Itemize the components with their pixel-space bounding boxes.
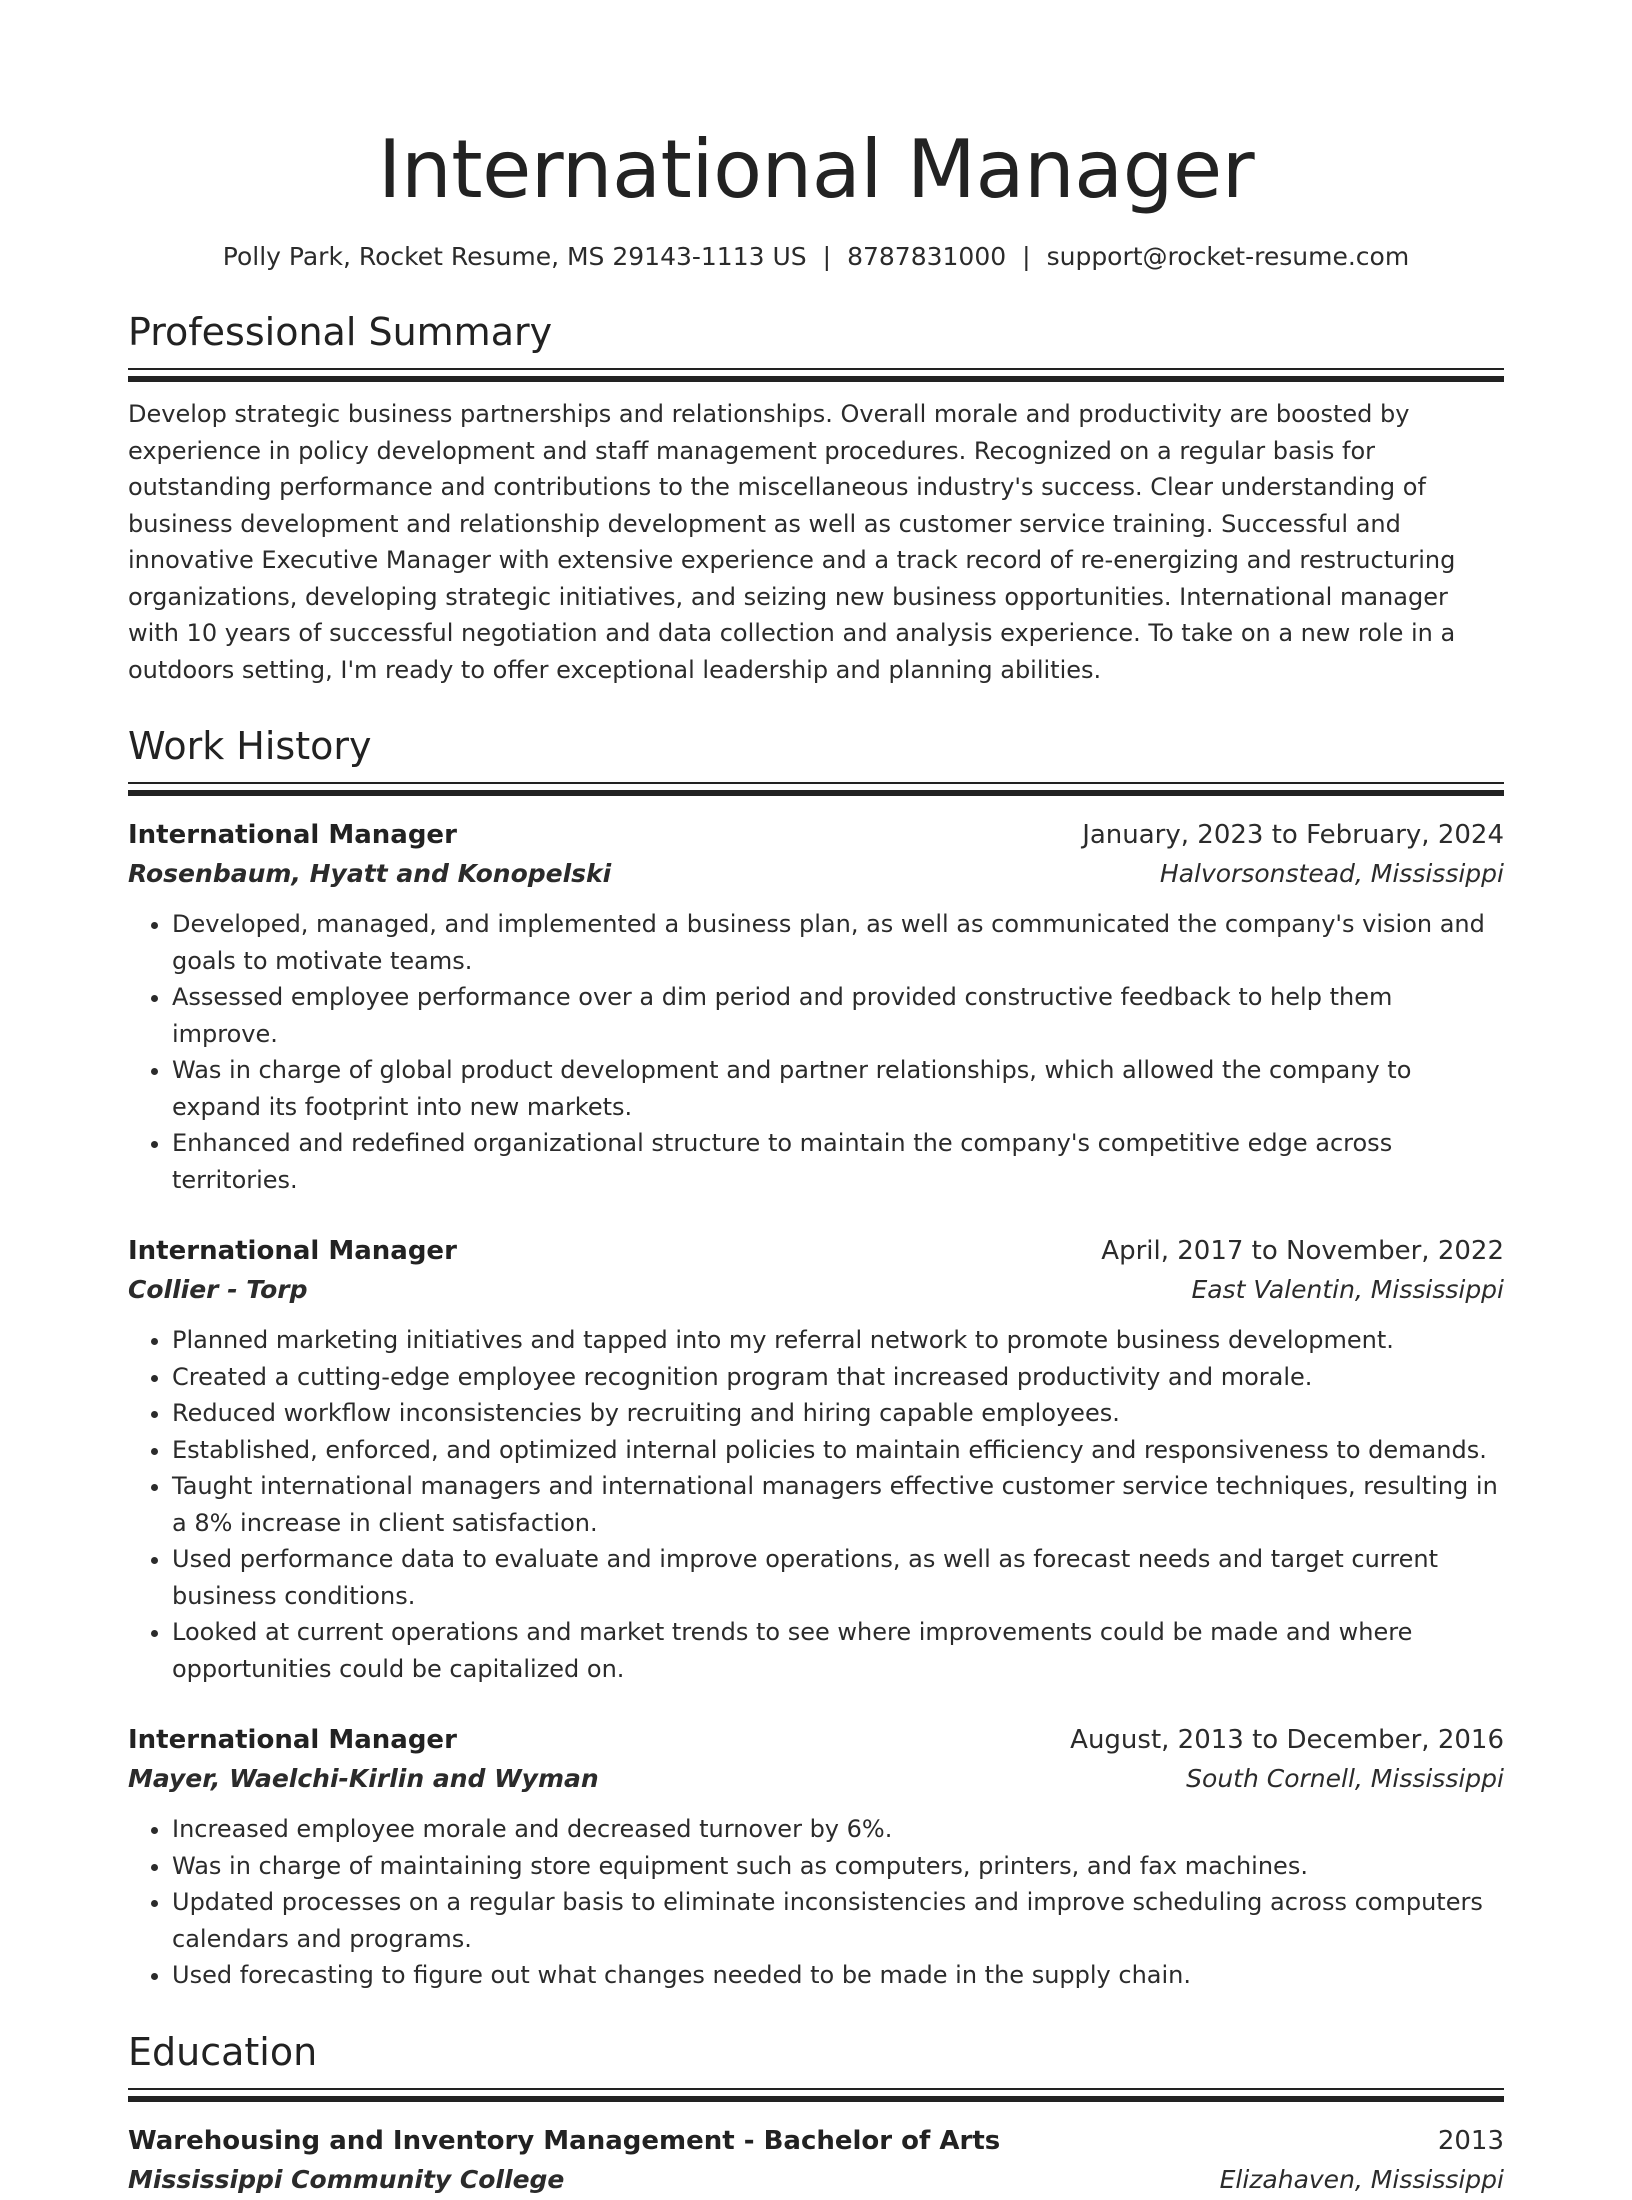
job-entry bbox=[128, 1232, 1504, 1687]
education-location: Elizahaven, Mississippi bbox=[1219, 2164, 1504, 2194]
job-bullets bbox=[128, 1811, 1504, 1994]
summary-text: Develop strategic business partnerships and relationships. Overall morale and productivity are boosted by experience in policy development and staff management procedures. Recognized on a regular basis for outstanding performance and contributions to the miscellaneous industry's success. Clear understanding of business development and relationship development as well as customer service training. Successful and innovative Executive Manager with extensive experience and a track record of re-energizing and restructuring organizations, developing strategic initiatives, and seizing new business opportunities. International manager with 10 years of successful negotiation and data collection and analysis experience. To take on a new role in a outdoors setting, I'm ready to offer exceptional leadership and planning abilities. bbox=[128, 400, 1456, 684]
job-location: South Cornell, Mississippi bbox=[1186, 1764, 1504, 1793]
contact-phone: 8787831000 bbox=[847, 242, 1007, 271]
job-bullet: • Updated processes on a regular basis to eliminate inconsistencies and improve scheduling across computers calendars and programs. bbox=[172, 1884, 1504, 1957]
job-bullet: • Used performance data to evaluate and improve operations, as well as forecast needs and target current business conditions. bbox=[172, 1541, 1504, 1614]
section-divider bbox=[128, 782, 1504, 794]
job-location: Halvorsonstead, Mississippi bbox=[1159, 859, 1504, 888]
contact-line bbox=[128, 240, 1504, 274]
job-bullet: • Developed, managed, and implemented a business plan, as well as communicated the company's vision and goals to motivate teams. bbox=[172, 906, 1504, 979]
education-degree: Warehousing and Inventory Management - Bachelor of Arts bbox=[128, 2125, 1001, 2156]
job-dates: August, 2013 to December, 2016 bbox=[1070, 1725, 1504, 1755]
education-entry bbox=[128, 2122, 1504, 2200]
contact-address: Polly Park, Rocket Resume, MS 29143-1113 US bbox=[222, 242, 807, 271]
job-entry bbox=[128, 1721, 1504, 1994]
resume-name: International Manager bbox=[377, 123, 1255, 216]
education-school: Mississippi Community College bbox=[128, 2164, 565, 2194]
job-bullet: • Increased employee morale and decreased turnover by 6%. bbox=[172, 1811, 1504, 1848]
education-year: 2013 bbox=[1437, 2125, 1504, 2156]
job-bullet: • Assessed employee performance over a dim period and provided constructive feedback to help them improve. bbox=[172, 979, 1504, 1052]
summary-heading: Professional Summary bbox=[128, 310, 553, 354]
contact-separator: | bbox=[1022, 242, 1031, 271]
section-divider bbox=[128, 2088, 1504, 2100]
job-title: International Manager bbox=[128, 820, 457, 850]
section-divider bbox=[128, 368, 1504, 380]
job-company: Rosenbaum, Hyatt and Konopelski bbox=[128, 859, 612, 888]
job-entry bbox=[128, 816, 1504, 1198]
job-company: Collier - Torp bbox=[128, 1275, 308, 1304]
job-bullet: • Used forecasting to figure out what changes needed to be made in the supply chain. bbox=[172, 1957, 1504, 1994]
job-bullet: • Reduced workflow inconsistencies by recruiting and hiring capable employees. bbox=[172, 1395, 1504, 1432]
job-title: International Manager bbox=[128, 1725, 457, 1755]
work-history-section bbox=[128, 722, 1504, 1994]
education-section bbox=[128, 2028, 1504, 2200]
work-history-heading: Work History bbox=[128, 724, 372, 768]
job-bullet: • Was in charge of global product development and partner relationships, which allowed the company to expand its footprint into new markets. bbox=[172, 1052, 1504, 1125]
job-bullet: • Taught international managers and international managers effective customer service techniques, resulting in a 8% increase in client satisfaction. bbox=[172, 1468, 1504, 1541]
job-title: International Manager bbox=[128, 1236, 457, 1266]
job-bullet: • Established, enforced, and optimized internal policies to maintain efficiency and responsiveness to demands. bbox=[172, 1432, 1504, 1469]
contact-email: support@rocket-resume.com bbox=[1046, 242, 1410, 271]
job-bullet: • Enhanced and redefined organizational structure to maintain the company's competitive edge across territories. bbox=[172, 1125, 1504, 1198]
summary-section bbox=[128, 308, 1504, 688]
job-bullets bbox=[128, 906, 1504, 1198]
education-heading: Education bbox=[128, 2029, 318, 2074]
job-bullet: • Created a cutting-edge employee recognition program that increased productivity and morale. bbox=[172, 1359, 1504, 1396]
job-bullet: • Was in charge of maintaining store equipment such as computers, printers, and fax machines. bbox=[172, 1848, 1504, 1885]
job-dates: January, 2023 to February, 2024 bbox=[1082, 820, 1504, 850]
job-bullet: • Looked at current operations and market trends to see where improvements could be made and where opportunities could be capitalized on. bbox=[172, 1614, 1504, 1687]
job-location: East Valentin, Mississippi bbox=[1191, 1275, 1504, 1304]
job-bullet: • Planned marketing initiatives and tapped into my referral network to promote business development. bbox=[172, 1322, 1504, 1359]
job-bullets bbox=[128, 1322, 1504, 1687]
job-dates: April, 2017 to November, 2022 bbox=[1101, 1236, 1504, 1266]
job-company: Mayer, Waelchi-Kirlin and Wyman bbox=[128, 1764, 599, 1793]
contact-separator: | bbox=[822, 242, 832, 271]
